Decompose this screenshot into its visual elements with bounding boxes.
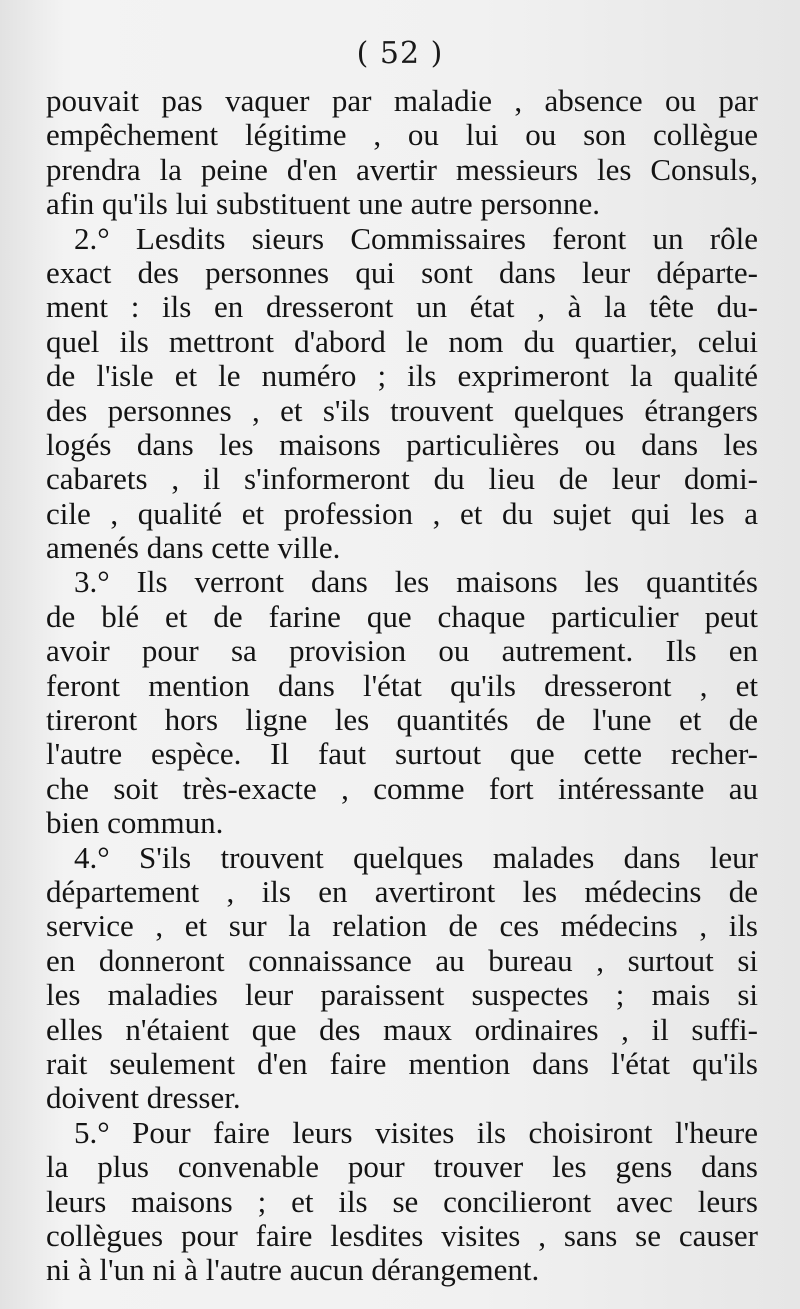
text-line: tireront hors ligne les quantités de l'une et de bbox=[46, 703, 758, 738]
text-line: en donneront connaissance au bureau , surtout si bbox=[46, 943, 758, 978]
text-line: avoir pour sa provision ou autrement. Ils en bbox=[46, 634, 758, 669]
text-line: de blé et de farine que chaque particulier peut bbox=[46, 599, 758, 634]
text-line: bien commun. bbox=[46, 806, 224, 841]
text-line: 3.° Ils verront dans les maisons les quantités bbox=[74, 565, 758, 600]
text-line: les maladies leur paraissent suspectes ; mais si bbox=[46, 978, 758, 1013]
text-line: rait seulement d'en faire mention dans l'état qu'ils bbox=[46, 1046, 758, 1081]
text-line: afin qu'ils lui substituent une autre personne. bbox=[46, 187, 601, 222]
text-line: amenés dans cette ville. bbox=[46, 531, 341, 566]
text-line: leurs maisons ; et ils se concilieront avec leurs bbox=[46, 1184, 758, 1219]
text-line: doivent dresser. bbox=[46, 1081, 241, 1116]
text-line: cabarets , il s'informeront du lieu de leur domi- bbox=[46, 462, 758, 497]
text-line: collègues pour faire lesdites visites , sans se causer bbox=[46, 1218, 758, 1253]
text-line: département , ils en avertiront les médecins de bbox=[46, 874, 758, 909]
text-line: ni à l'un ni à l'autre aucun dérangement. bbox=[46, 1253, 540, 1288]
text-line: l'autre espèce. Il faut surtout que cette recher- bbox=[46, 737, 758, 772]
text-line: pouvait pas vaquer par maladie , absence ou par bbox=[46, 84, 758, 118]
text-line: empêchement légitime , ou lui ou son collègue bbox=[46, 118, 758, 153]
text-line: de l'isle et le numéro ; ils exprimeront la qualité bbox=[46, 359, 758, 394]
text-line: 4.° S'ils trouvent quelques malades dans leur bbox=[74, 840, 758, 875]
text-line: quel ils mettront d'abord le nom du quartier, celui bbox=[46, 324, 758, 359]
text-line: cile , qualité et profession , et du sujet qui les a bbox=[46, 496, 758, 531]
body-text bbox=[46, 84, 758, 1288]
text-line: des personnes , et s'ils trouvent quelques étrangers bbox=[46, 393, 758, 428]
text-line: prendra la peine d'en avertir messieurs les Consuls, bbox=[46, 152, 758, 187]
text-line: ment : ils en dresseront un état , à la tête du- bbox=[46, 290, 758, 325]
text-line: 5.° Pour faire leurs visites ils choisiront l'heure bbox=[74, 1115, 758, 1150]
text-line: che soit très-exacte , comme fort intéressante au bbox=[46, 771, 758, 806]
text-line: service , et sur la relation de ces médecins , ils bbox=[46, 909, 758, 944]
text-line: 2.° Lesdits sieurs Commissaires feront un rôle bbox=[74, 221, 758, 256]
text-line: elles n'étaient que des maux ordinaires , il suffi- bbox=[46, 1012, 758, 1047]
text-line: feront mention dans l'état qu'ils dresseront , et bbox=[46, 668, 758, 703]
text-line: exact des personnes qui sont dans leur départe- bbox=[46, 255, 758, 290]
text-line: la plus convenable pour trouver les gens dans bbox=[46, 1150, 758, 1185]
text-line: logés dans les maisons particulières ou dans les bbox=[46, 427, 758, 462]
page-number: ( 52 ) bbox=[356, 36, 444, 71]
